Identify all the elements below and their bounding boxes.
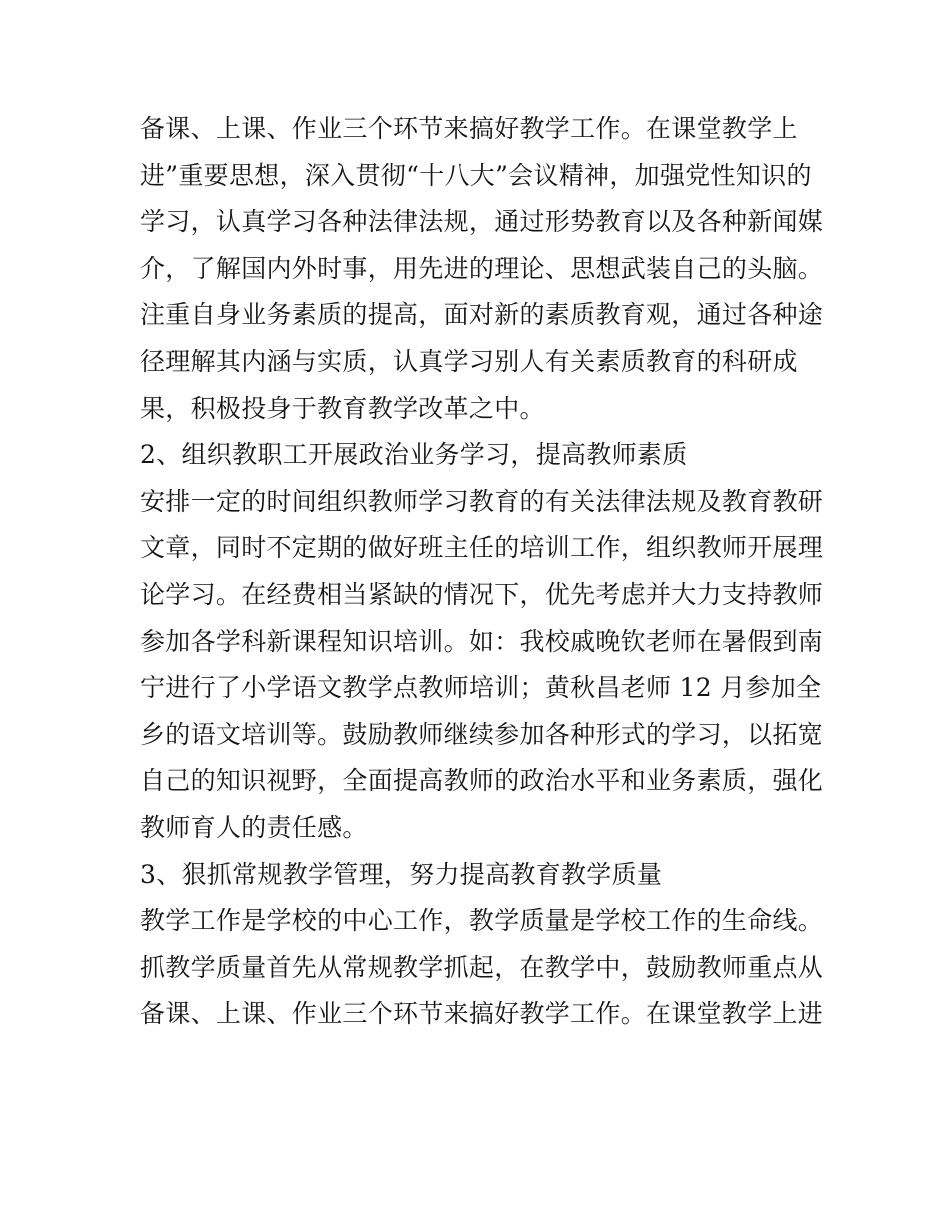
body-line-19: 抓教学质量首先从常规教学抓起，在教学中，鼓励教师重点从 <box>140 952 824 982</box>
body-line-1: 备课、上课、作业三个环节来搞好教学工作。在课堂教学上 <box>140 114 798 143</box>
body-line-2: 进”重要思想，深入贯彻“十八大”会议精神，加强党性知识的 <box>140 160 812 190</box>
body-line-5: 注重自身业务素质的提高，面对新的素质教育观，通过各种途 <box>140 300 824 330</box>
section-heading-2: 2、组织教职工开展政治业务学习，提高教师素质 <box>140 440 688 470</box>
document-body <box>140 106 830 1038</box>
body-line-15: 自己的知识视野，全面提高教师的政治水平和业务素质，强化 <box>140 766 824 796</box>
body-line-11: 论学习。在经费相当紧缺的情况下，优先考虑并大力支持教师 <box>140 579 824 609</box>
body-line-16: 教师育人的责任感。 <box>140 812 368 842</box>
section-heading-3: 3、狠抓常规教学管理，努力提高教育教学质量 <box>140 859 663 889</box>
body-line-6: 径理解其内涵与实质，认真学习别人有关素质教育的科研成 <box>140 346 798 376</box>
body-line-13: 宁进行了小学语文教学点教师培训；黄秋昌老师 12 月参加全 <box>140 673 822 703</box>
body-line-12: 参加各学科新课程知识培训。如：我校戚晚钦老师在暑假到南 <box>140 626 824 656</box>
body-line-14: 乡的语文培训等。鼓励教师继续参加各种形式的学习，以拓宽 <box>140 719 824 749</box>
body-line-20: 备课、上课、作业三个环节来搞好教学工作。在课堂教学上进 <box>140 999 824 1029</box>
body-line-4: 介，了解国内外时事，用先进的理论、思想武装自己的头脑。 <box>140 253 824 283</box>
body-line-7: 果，积极投身于教育教学改革之中。 <box>140 393 545 423</box>
body-line-3: 学习，认真学习各种法律法规，通过形势教育以及各种新闻媒 <box>140 207 824 237</box>
body-line-9: 安排一定的时间组织教师学习教育的有关法律法规及教育教研 <box>140 486 824 516</box>
body-line-18: 教学工作是学校的中心工作，教学质量是学校工作的生命线。 <box>140 906 824 936</box>
body-line-10: 文章，同时不定期的做好班主任的培训工作，组织教师开展理 <box>140 533 824 563</box>
